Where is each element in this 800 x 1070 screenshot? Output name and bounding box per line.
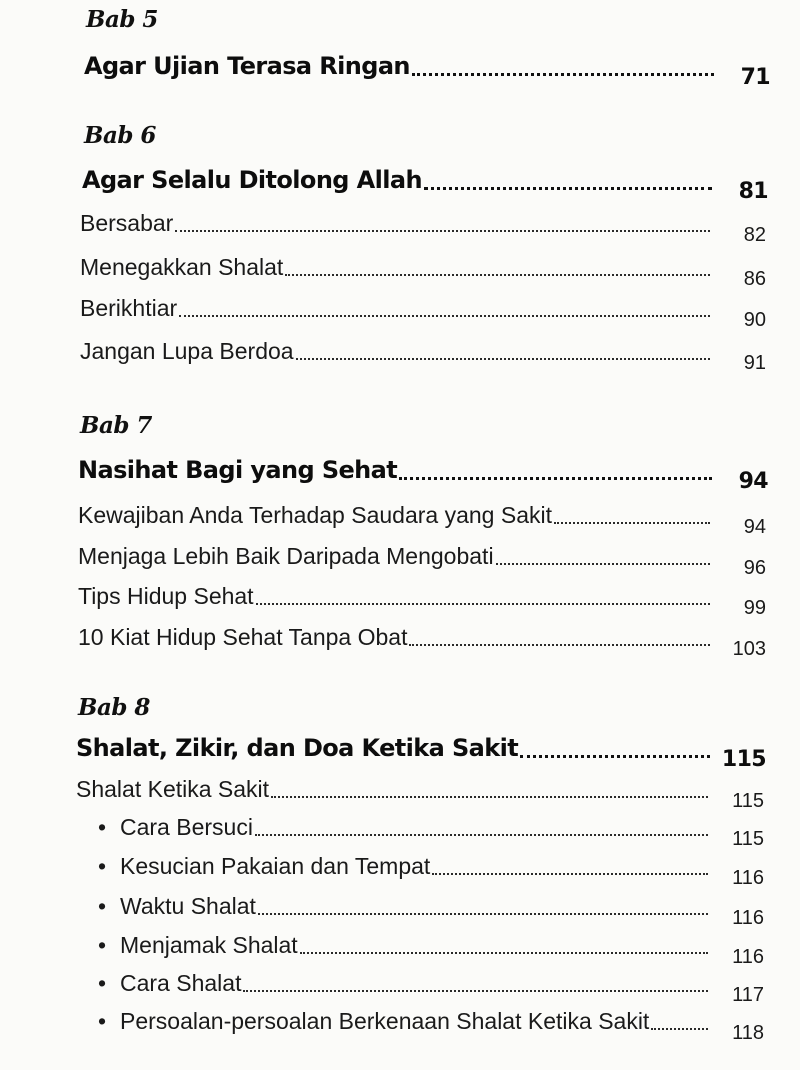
- dot-leader: [424, 187, 712, 190]
- chapter-heading-title: Agar Ujian Terasa Ringan: [84, 52, 410, 80]
- toc-subentry[interactable]: [98, 893, 764, 929]
- toc-subentry-title: • Cara Bersuci: [98, 814, 253, 841]
- chapter-heading-row[interactable]: [82, 166, 768, 204]
- page-number: 116: [732, 867, 764, 889]
- dot-leader: [554, 522, 710, 524]
- chapter-label: Bab 8: [78, 694, 150, 721]
- page-number: 81: [738, 179, 768, 204]
- toc-entry[interactable]: [80, 338, 766, 374]
- dot-leader: [271, 796, 708, 798]
- chapter-label: Bab 6: [84, 122, 156, 149]
- dot-leader: [256, 603, 710, 605]
- toc-entry-title: Tips Hidup Sehat: [78, 583, 254, 609]
- chapter-heading-title: Nasihat Bagi yang Sehat: [78, 456, 398, 484]
- page-number: 115: [732, 790, 764, 812]
- chapter-heading-row[interactable]: [78, 456, 768, 494]
- chapter-heading-row[interactable]: [76, 734, 766, 772]
- page-number: 118: [732, 1022, 764, 1044]
- toc-entry-title: Shalat Ketika Sakit: [76, 776, 270, 802]
- dot-leader: [243, 990, 708, 992]
- toc-entry-title: Berikhtiar: [80, 295, 178, 321]
- dot-leader: [520, 755, 710, 758]
- toc-subentry-title: • Persoalan-persoalan Berkenaan Shalat Ketika Sakit: [98, 1008, 649, 1035]
- dot-leader: [496, 563, 710, 565]
- toc-entry-title: Menegakkan Shalat: [80, 254, 284, 280]
- toc-entry-title: Bersabar: [80, 210, 174, 236]
- dot-leader: [399, 477, 712, 480]
- toc-entry[interactable]: [78, 502, 766, 538]
- chapter-heading-title: Shalat, Zikir, dan Doa Ketika Sakit: [76, 734, 519, 762]
- dot-leader: [432, 873, 708, 875]
- toc-subentry-title: • Kesucian Pakaian dan Tempat: [98, 853, 430, 880]
- chapter-label: Bab 5: [86, 6, 158, 33]
- toc-subentry-title: • Menjamak Shalat: [98, 932, 298, 959]
- toc-subentry-title: • Cara Shalat: [98, 970, 241, 997]
- toc-subentry[interactable]: [98, 1008, 764, 1044]
- toc-entry-title: Kewajiban Anda Terhadap Saudara yang Sakit: [78, 502, 552, 528]
- page-number: 115: [732, 828, 764, 850]
- dot-leader: [255, 834, 708, 836]
- toc-subentry[interactable]: [98, 932, 764, 968]
- toc-entry[interactable]: [80, 295, 766, 331]
- chapter-heading-title: Agar Selalu Ditolong Allah: [82, 166, 422, 194]
- dot-leader: [412, 73, 714, 76]
- page-number: 117: [732, 984, 764, 1006]
- page-number: 82: [743, 224, 766, 246]
- page-number: 116: [732, 907, 764, 929]
- page-number: 99: [743, 597, 766, 619]
- dot-leader: [285, 274, 710, 276]
- page-number: 71: [740, 65, 770, 90]
- toc-entry-title: Jangan Lupa Berdoa: [80, 338, 294, 364]
- dot-leader: [409, 644, 710, 646]
- page-number: 103: [732, 638, 766, 660]
- toc-subentry-title: • Waktu Shalat: [98, 893, 256, 920]
- dot-leader: [296, 358, 710, 360]
- chapter-heading-row[interactable]: [84, 52, 770, 90]
- toc-subentry[interactable]: [98, 853, 764, 889]
- page-number: 90: [743, 309, 766, 331]
- page-number: 91: [743, 352, 766, 374]
- toc-entry[interactable]: [80, 210, 766, 246]
- page-number: 94: [743, 516, 766, 538]
- toc-entry[interactable]: [78, 543, 766, 579]
- dot-leader: [300, 952, 708, 954]
- toc-entry[interactable]: [78, 583, 766, 619]
- dot-leader: [651, 1028, 708, 1030]
- toc-entry[interactable]: [76, 776, 764, 812]
- toc-subentry[interactable]: [98, 814, 764, 850]
- dot-leader: [258, 913, 708, 915]
- toc-entry[interactable]: [78, 624, 766, 660]
- toc-entry-title: Menjaga Lebih Baik Daripada Mengobati: [78, 543, 494, 569]
- page-number: 86: [743, 268, 766, 290]
- page-number: 116: [732, 946, 764, 968]
- toc-entry[interactable]: [80, 254, 766, 290]
- dot-leader: [179, 315, 710, 317]
- page-number: 94: [738, 469, 768, 494]
- dot-leader: [175, 230, 710, 232]
- toc-subentry[interactable]: [98, 970, 764, 1006]
- page-number: 115: [721, 747, 766, 772]
- page-number: 96: [743, 557, 766, 579]
- toc-entry-title: 10 Kiat Hidup Sehat Tanpa Obat: [78, 624, 408, 650]
- chapter-label: Bab 7: [80, 412, 152, 439]
